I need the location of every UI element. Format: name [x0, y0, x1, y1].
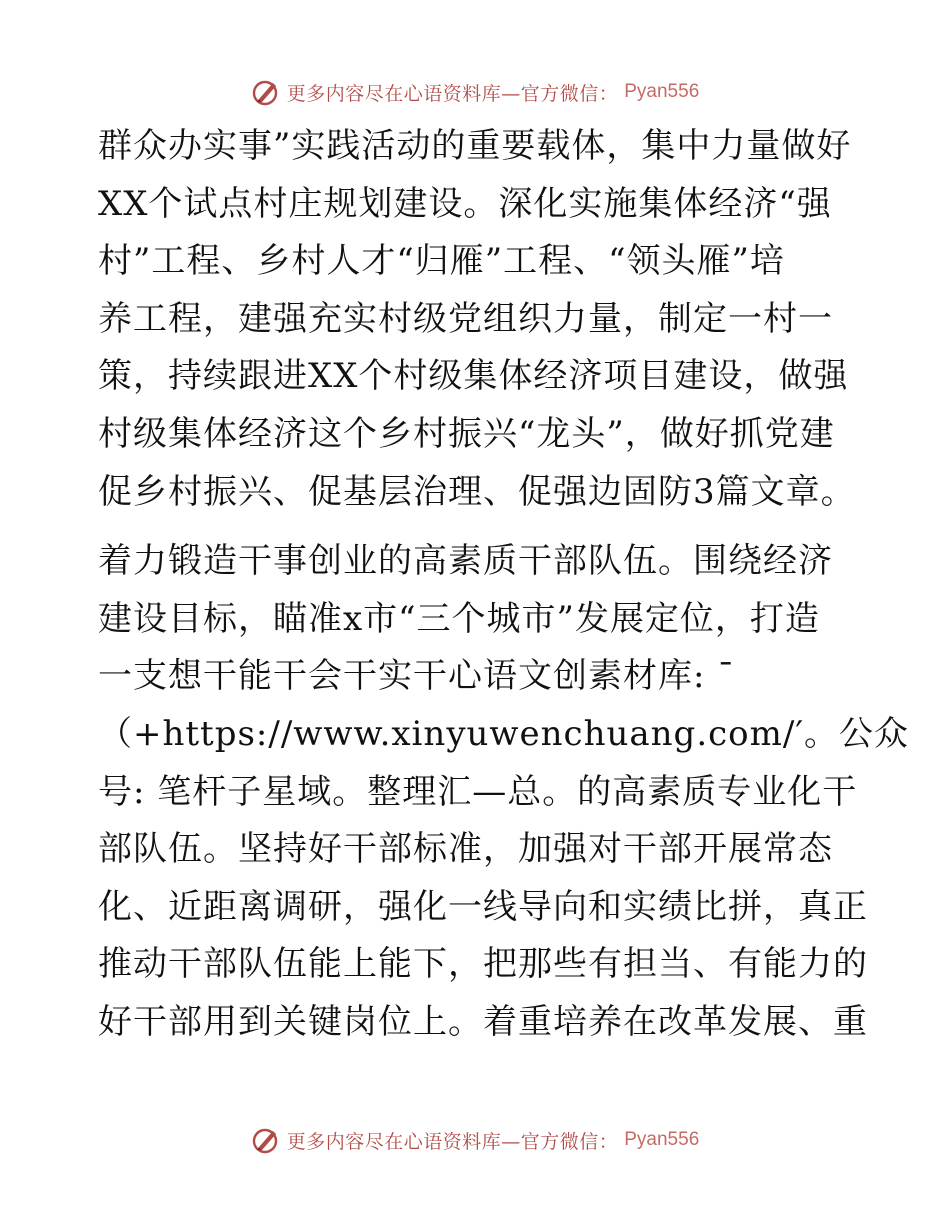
text-line: 化、近距离调研，强化一线导向和实绩比拼，真正	[98, 886, 868, 927]
text-line: 号: 笔杆子星域。整理汇—总。的高素质专业化干	[98, 771, 858, 812]
text-line: 村级集体经济这个乡村振兴“龙头”，做好抓党建	[98, 413, 835, 454]
text-line: 策，持续跟进XX个村级集体经济项目建设，做强	[98, 356, 849, 397]
pen-logo-icon	[251, 1125, 281, 1155]
text-line: 一支想干能干会干实干心语文创素材库: ¯	[98, 656, 736, 697]
header-banner-wechat-id: Pyan556	[624, 81, 700, 102]
text-line: 部队伍。坚持好干部标准，加强对干部开展常态	[98, 829, 833, 870]
text-line: （+https://www.xinyuwenchuang.com/′。公众	[98, 713, 910, 754]
footer-banner-wechat-id: Pyan556	[624, 1129, 700, 1150]
text-line: 村”工程、乡村人才“归雁”工程、“领头雁”培	[98, 241, 785, 282]
text-line: XX个试点村庄规划建设。深化实施集体经济“强	[98, 183, 832, 224]
text-line: 推动干部队伍能上能下，把那些有担当、有能力的	[98, 944, 868, 985]
text-line: 促乡村振兴、促基层治理、促强边固防3篇文章。	[98, 471, 856, 512]
paragraph-2	[98, 533, 910, 1051]
text-line: 建设目标，瞄准x市“三个城市”发展定位，打造	[98, 598, 820, 639]
footer-watermark-banner	[0, 1120, 950, 1160]
text-line: 好干部用到关键岗位上。着重培养在改革发展、重	[98, 1001, 868, 1042]
paragraph-gap	[98, 521, 858, 533]
text-line: 群众办实事”实践活动的重要载体，集中力量做好	[98, 126, 852, 166]
pen-logo-icon	[251, 77, 281, 107]
header-watermark-banner	[0, 72, 950, 112]
header-banner-text: 更多内容尽在心语资料库—官方微信：	[286, 82, 619, 105]
paragraph-1	[98, 118, 858, 521]
text-line: 着力锻造干事创业的高素质干部队伍。围绕经济	[98, 541, 833, 582]
text-line: 养工程，建强充实村级党组织力量，制定一村一	[98, 298, 833, 339]
document-body	[98, 118, 910, 1052]
footer-banner-text: 更多内容尽在心语资料库—官方微信：	[286, 1130, 619, 1153]
